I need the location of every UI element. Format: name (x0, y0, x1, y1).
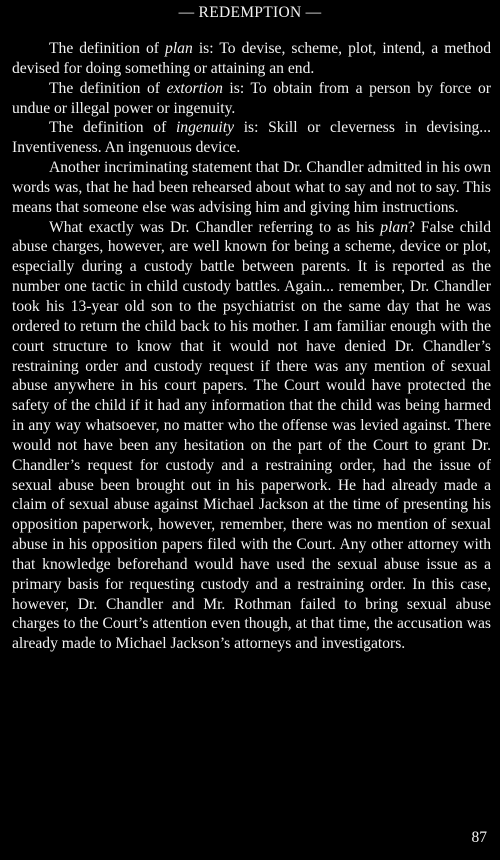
paragraph-text: ? False child abuse charges, however, are well known for being a scheme, device or plot, especially during a custody battle between parents. It is reported as the number one tactic in child custody battles. Again... remember, Dr. Chandler took his 13-year old son to the psychiatrist on the same day that he was ordered to return the child back to his mother. I am familiar enough with the court structure to know that it would not have denied Dr. Chandler’s restraining order and custody request if there was any mention of sexual abuse anywhere in his court papers. The Court would have protected the safety of the child if it had any information that the child was being harmed in any way whatsoever, no matter who the offense was levied against. There would not have been any hesitation on the part of the Court to grant Dr. Chandler’s request for custody and a restraining order, had the issue of sexual abuse been brought out in his paperwork. He had already made a claim of sexual abuse against Michael Jackson at the time of presenting his opposition paperwork, however, remember, there was no mention of sexual abuse in his opposition papers filed with the Court. Any other attorney with that knowledge beforehand would have used the sexual abuse issue as a primary basis for requesting custody and a restraining order. In this case, however, Dr. Chandler and Mr. Rothman failed to bring sexual abuse charges to the Court’s attention even though, at that time, the accusation was already made to Michael Jackson’s attorneys and investigators. (12, 218, 491, 653)
body-text (12, 39, 491, 654)
defined-term: ingenuity (175, 119, 234, 137)
paragraph-ingenuity-definition (12, 118, 491, 158)
paragraph-text: What exactly was Dr. Chandler referring to as his (49, 218, 381, 236)
paragraph-extortion-definition (12, 79, 491, 119)
emphasized-word: plan (380, 218, 409, 236)
paragraph-plan-definition (12, 39, 491, 79)
page-number: 87 (471, 829, 487, 846)
paragraph-plan-question (12, 218, 491, 655)
running-head: — REDEMPTION — (178, 4, 322, 21)
paragraph-text: is: To obtain from a person by force or undue or illegal power or ingenuity. (12, 79, 492, 117)
paragraph-text: is: To devise, scheme, plot, intend, a method devised for doing something or attaining an end. (12, 40, 491, 77)
paragraph-rehearsed-statement: Another incriminating statement that Dr. Chandler admitted in his own words was, that he had been rehearsed about what to say and not to say. This means that someone else was advising him and giving him instructions. (12, 159, 491, 216)
paragraph-text: The definition of (49, 40, 166, 57)
paragraph-text: The definition of (49, 119, 176, 137)
defined-term: plan (165, 40, 193, 57)
paragraph-text: is: Skill or cleverness in devising... Inventiveness. An ingenuous device. (12, 119, 491, 157)
defined-term: extortion (166, 79, 223, 97)
paragraph-text: The definition of (49, 79, 167, 97)
